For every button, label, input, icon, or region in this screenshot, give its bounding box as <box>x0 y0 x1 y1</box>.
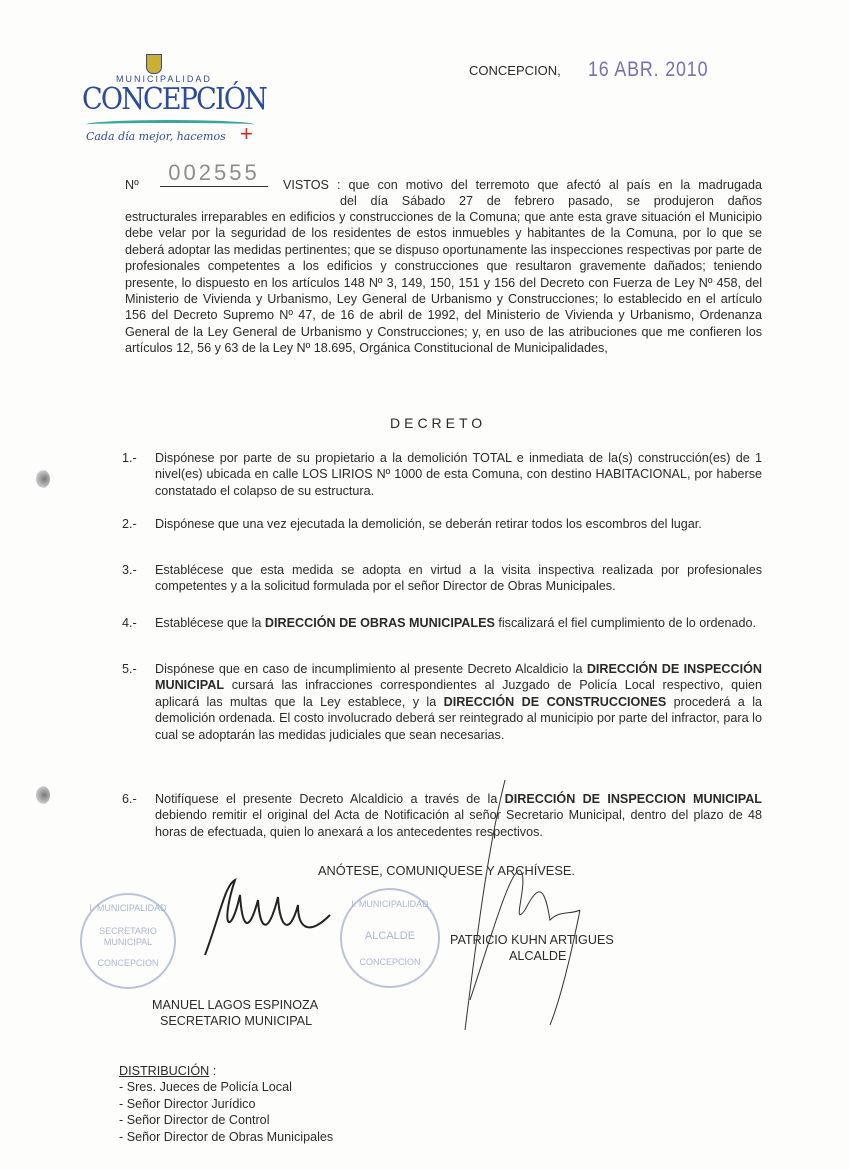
mayor-title: ALCALDE <box>509 949 567 963</box>
date-stamp: 16 ABR. 2010 <box>588 58 709 81</box>
item-text <box>155 450 762 499</box>
distribution-heading: DISTRIBUCIÓN <box>119 1064 210 1078</box>
secretary-stamp <box>80 893 176 989</box>
punch-hole <box>36 470 50 488</box>
closing-formula: ANÓTESE, COMUNIQUESE Y ARCHÍVESE. <box>318 863 575 878</box>
text-segment: Dispónese por parte de su propietario a la demolición TOTAL e inmediata de la(s) construcción(es) de 1 nivel(es) ubicada en calle LOS LIRIOS Nº 1000 de esta Comuna, con destino HABITACIONAL, por haberse constatado el colapso de su estructura. <box>155 451 762 498</box>
bold-segment: DIRECCIÓN DE INSPECCIÓN MUNICIPAL <box>155 662 762 693</box>
item-number: 2.- <box>122 517 137 531</box>
logo-title: MUNICIPALIDAD <box>116 74 212 84</box>
stamp-text: CONCEPCION <box>359 957 421 967</box>
decree-number: 002555 <box>160 160 268 187</box>
text-segment: debiendo remitir el original del Acta de Notificación al señor Secretario Municipal, dentro del plazo de 48 horas de efectuada, quien lo anexará a los antecedentes respectivos. <box>155 808 762 839</box>
city-label: CONCEPCION, <box>469 63 561 78</box>
secretary-signature <box>180 875 360 965</box>
distribution-section <box>119 1063 333 1145</box>
red-cross-icon: + <box>240 121 253 146</box>
distribution-item: - Señor Director de Control <box>119 1113 270 1128</box>
item-text <box>155 615 762 631</box>
coat-of-arms-icon <box>146 54 162 74</box>
stamp-text: ALCALDE <box>364 930 416 942</box>
distribution-item: - Señor Director de Obras Municipales <box>119 1129 334 1144</box>
distribution-colon: : <box>212 1064 217 1078</box>
stamp-text: I. MUNICIPALIDAD <box>351 899 429 909</box>
municipal-logo <box>82 52 267 152</box>
distribution-item: - Sres. Jueces de Policía Local <box>119 1080 292 1095</box>
text-segment: Dispónese que una vez ejecutada la demolición, se deberán retirar todos los escombros del lugar. <box>155 517 702 531</box>
stamp-text: I. MUNICIPALIDAD <box>89 903 167 913</box>
bold-segment: DIRECCIÓN DE CONSTRUCCIONES <box>443 694 667 709</box>
logo-slogan: Cada día mejor, hacemos <box>86 130 226 143</box>
vistos-line-2: del día Sábado 27 de febrero pasado, se produjeron daños <box>340 194 762 208</box>
vistos-body: estructurales irreparables en edificios y construcciones de la Comuna; que ante esta grave situación el Municipio debe velar por la seguridad de los residentes de estos inmuebles y habitantes de la Comuna, por lo que se deberá adoptar las medidas pertinentes; que se dispuso oportunamente las inspecciones respectivas por parte de profesionales competentes a los edificios y construcciones que resultaron gravemente dañados; teniendo presente, lo dispuesto en los artículos 148 Nº 3, 149, 150, 151 y 156 del Decreto con Fuerza de Ley Nº 458, del Ministerio de Vivienda y Urbanismo, Ley General de Urbanismo y Construcciones; lo establecido en el artículo 156 del Decreto Supremo Nº 47, de 16 de abril de 1992, del Ministerio de Vivienda y Urbanismo, Ordenanza General de la Ley General de Urbanismo y Construcciones; y, en uso de las atribuciones que me confieren los artículos 12, 56 y 63 de la Ley Nº 18.695, Orgánica Constitucional de Municipalidades, <box>125 210 762 356</box>
text-segment: procederá a la demolición ordenada. El costo involucrado deberá ser reintegrado al municipio por parte del infractor, para lo cual se adoptarán las medidas judiciales que sean necesarias. <box>155 694 762 742</box>
item-text <box>155 562 762 595</box>
logo-name: CONCEPCIÓN <box>82 82 267 117</box>
item-number: 3.- <box>122 563 137 577</box>
item-number: 5.- <box>122 662 137 676</box>
item-text <box>155 516 762 532</box>
distribution-item: - Señor Director Jurídico <box>119 1096 256 1111</box>
secretary-title: SECRETARIO MUNICIPAL <box>160 1014 313 1028</box>
bold-segment: DIRECCIÓN DE INSPECCION MUNICIPAL <box>504 792 763 806</box>
item-number: 4.- <box>122 616 137 630</box>
secretary-name: MANUEL LAGOS ESPINOZA <box>152 998 319 1012</box>
text-segment: Establécese que esta medida se adopta en virtud a la visita inspectiva realizada por profesionales competentes y a la solicitud formulada por el señor Director de Obras Municipales. <box>155 563 762 594</box>
text-segment: Notifíquese el presente Decreto Alcaldicio a través de la <box>155 792 505 806</box>
logo-swoosh <box>86 120 254 129</box>
stamp-text: SECRETARIO MUNICIPAL <box>99 926 157 947</box>
number-label: Nº <box>125 178 139 192</box>
mayor-name: PATRICIO KUHN ARTIGUES <box>450 933 614 947</box>
item-number: 1.- <box>122 451 137 465</box>
item-text <box>155 661 762 743</box>
punch-hole <box>36 786 50 804</box>
decreto-title: DECRETO <box>390 415 487 431</box>
bold-segment: DIRECCIÓN DE OBRAS MUNICIPALES <box>264 616 495 630</box>
vistos-line-1: VISTOS : que con motivo del terremoto que afectó al país en la madrugada <box>283 178 762 192</box>
text-segment: cursará las infracciones correspondientes al Juzgado de Policía Local respectivo, quien aplicará las multas que la Ley establece, y la <box>155 678 762 709</box>
stamp-text: CONCEPCION <box>97 958 159 968</box>
mayor-signature <box>450 760 600 1035</box>
text-segment: fiscalizará el fiel cumplimiento de lo ordenado. <box>494 616 756 630</box>
item-number: 6.- <box>122 792 137 806</box>
text-segment: Establécese que la <box>155 616 265 630</box>
text-segment: Dispónese que en caso de incumplimiento al presente Decreto Alcaldicio la <box>155 662 587 676</box>
